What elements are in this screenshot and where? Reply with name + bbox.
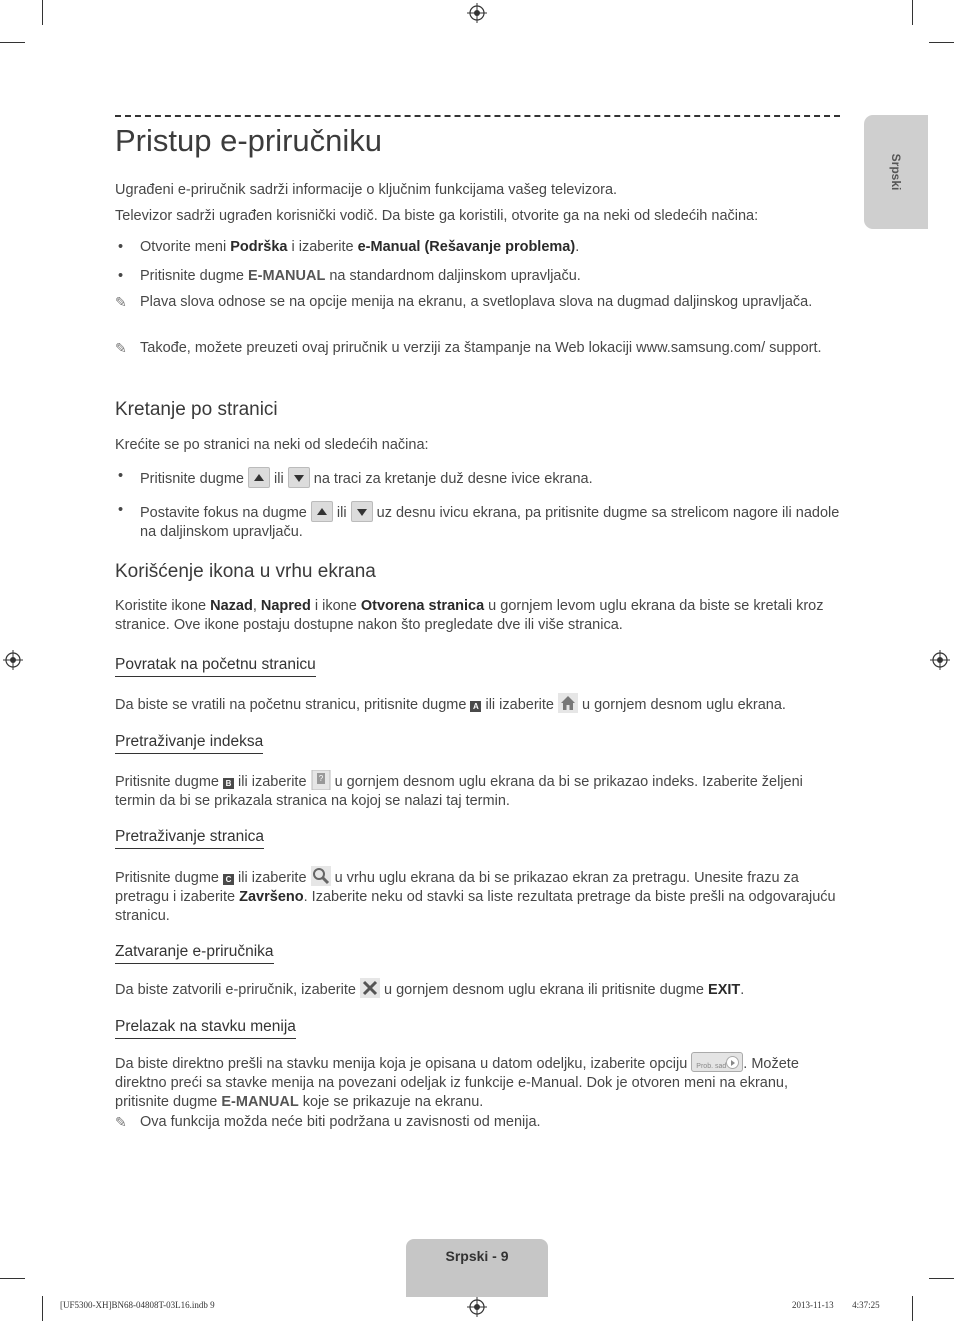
key-a-icon: A — [470, 701, 481, 712]
crop-mark — [42, 0, 43, 25]
search-icon — [311, 866, 331, 886]
crop-mark — [912, 0, 913, 25]
crop-mark — [929, 1278, 954, 1279]
pencil-icon: ✎ — [115, 294, 127, 310]
try-now-button-icon: Prob. sad — [691, 1052, 743, 1072]
footer-file-info: [UF5300-XH]BN68-04808T-03L16.indb 9 — [60, 1300, 215, 1310]
pencil-icon: ✎ — [115, 340, 127, 356]
index-icon — [311, 770, 331, 790]
subsection-paragraph: Da biste zatvorili e-priručnik, izaberite u gornjem desnom uglu ekrana ili pritisnite dugme EXIT. — [115, 978, 840, 1000]
language-side-tab — [864, 115, 928, 229]
section-intro: Krećite se po stranici na neki od sledećih načina: — [115, 437, 429, 453]
crop-mark — [0, 42, 25, 43]
registration-mark-icon — [467, 3, 487, 23]
subsection-paragraph: Pritisnite dugme C ili izaberite u vrhu uglu ekrana da bi se prikazao ekran za pretragu. Unesite frazu za pretragu i izaberite Završeno. Izaberite neku od stavki sa liste rezultata pretrage da biste prešli na odgovarajuću stranicu. — [115, 866, 840, 926]
intro-line-1: Ugrađeni e-priručnik sadrži informacije o ključnim funkcijama vašeg televizora. — [115, 182, 618, 198]
close-icon — [360, 978, 380, 998]
subsection-paragraph: Pritisnite dugme B ili izaberite ? u gornjem desnom uglu ekrana da bi se prikazao indeks. Izaberite željeni termin da bi se prikazala stranica na kojoj se nalazi taj termin. — [115, 770, 840, 811]
down-arrow-icon — [351, 501, 373, 522]
home-icon — [558, 693, 578, 713]
crop-mark — [912, 1296, 913, 1321]
subsection-paragraph: Da biste se vratili na početnu stranicu, pritisnite dugme A ili izaberite u gornjem desnom uglu ekrana. — [115, 693, 840, 715]
intro-line-2: Televizor sadrži ugrađen korisnički vodič. Da biste ga koristili, otvorite ga na neki od sledećih načina: — [115, 208, 759, 224]
key-b-icon: B — [223, 778, 234, 789]
registration-mark-icon — [467, 1297, 487, 1317]
side-tab-label: Srpski — [889, 153, 903, 191]
section-paragraph: Koristite ikone Nazad, Napred i ikone Otvorena stranica u gornjem levom uglu ekrana da biste se kretali kroz stranice. Ove ikone postaju dostupne nakon što pregledate dve ili više stranica. — [115, 598, 824, 633]
key-c-icon: C — [223, 874, 234, 885]
crop-mark — [0, 1278, 25, 1279]
crop-mark — [929, 42, 954, 43]
subsection-heading: Zatvaranje e-priručnika — [115, 942, 274, 964]
subsection-heading: Pretraživanje stranica — [115, 827, 264, 849]
subsection-heading: Prelazak na stavku menija — [115, 1017, 296, 1039]
up-arrow-icon — [248, 467, 270, 488]
page-title: Pristup e-priručniku — [115, 123, 383, 158]
subsection-heading: Povratak na početnu stranicu — [115, 655, 316, 677]
crop-mark — [42, 1296, 43, 1321]
footer-timestamp: 2013-11-13 ￿￿ 4:37:25 — [792, 1300, 880, 1310]
registration-mark-icon — [930, 650, 950, 670]
up-arrow-icon — [311, 501, 333, 522]
down-arrow-icon — [288, 467, 310, 488]
section-heading: Kretanje po stranici — [115, 399, 278, 420]
page-number-tab — [406, 1239, 548, 1297]
section-heading: Korišćenje ikona u vrhu ekrana — [115, 561, 376, 582]
subsection-paragraph: Da biste direktno prešli na stavku menija koja je opisana u datom odeljku, izaberite opciju Prob. sad . Možete direktno preći sa stavke menija na povezani odeljak iz funkcije e-Manual. Dok je otvoren meni na ekranu, pritisnite dugme E-MANUAL koje se prikazuje na ekranu. — [115, 1052, 840, 1112]
subsection-heading: Pretraživanje indeksa — [115, 732, 263, 754]
registration-mark-icon — [3, 650, 23, 670]
pencil-icon: ✎ — [115, 1114, 127, 1130]
svg-text:?: ? — [318, 774, 323, 783]
page-number: Srpski - 9 — [445, 1248, 509, 1264]
title-divider — [115, 115, 840, 117]
